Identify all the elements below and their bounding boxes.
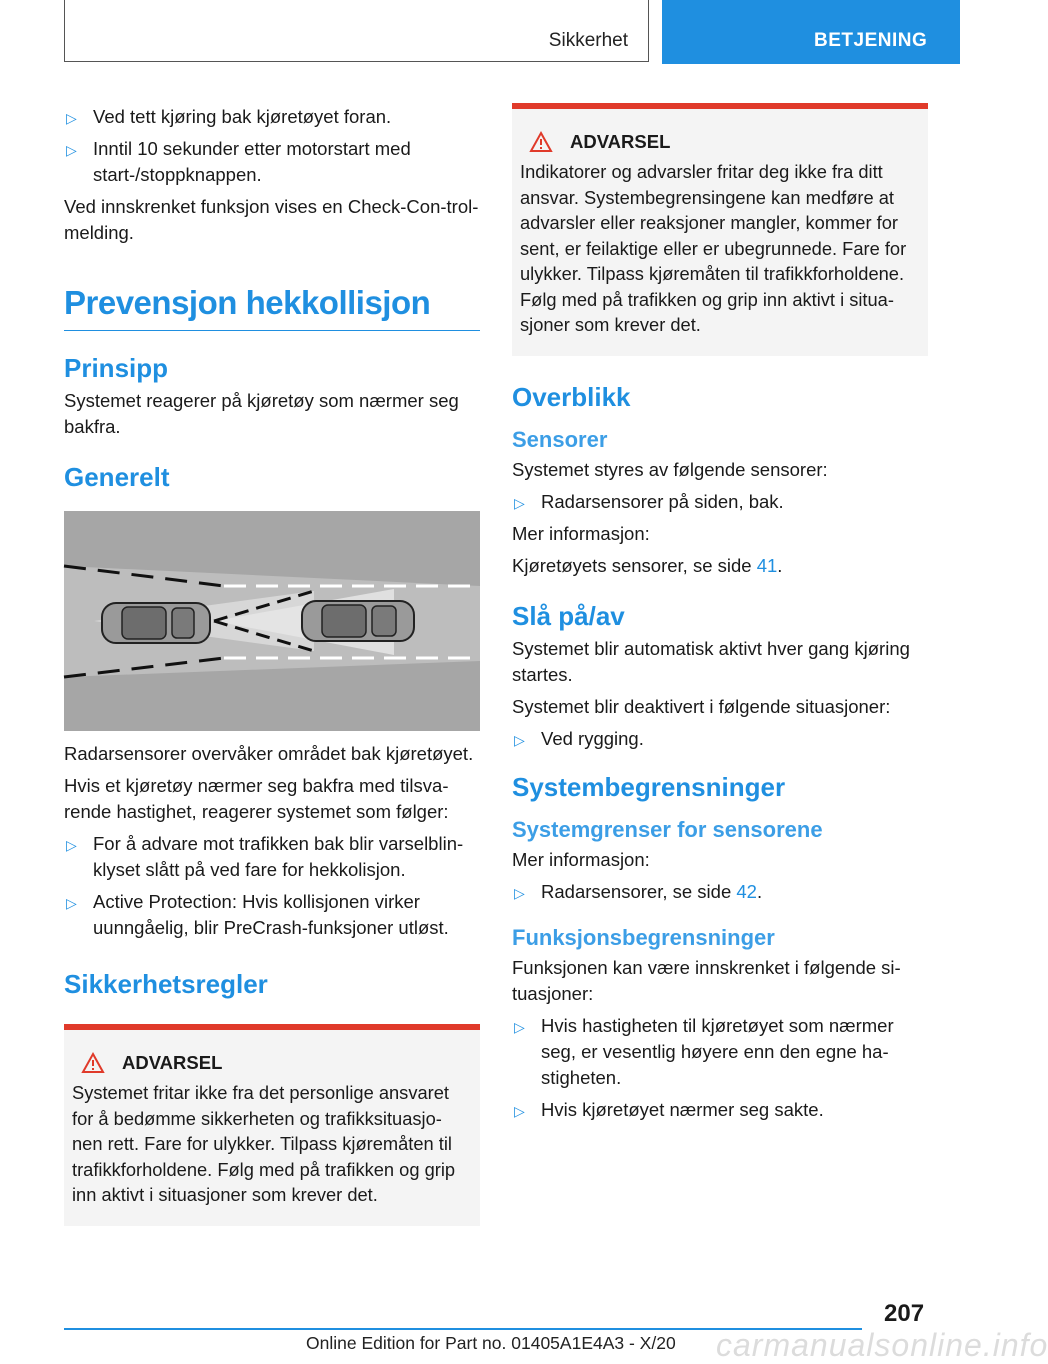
radar-illustration-icon — [64, 511, 480, 731]
warning-text: Indikatorer og advarsler fritar deg ikke fra ditt ansvar. Systembegrensingene kan medføre at advarsler eller reaksjoner mangler, kommer for sent, er feilaktige eller er ubegrunnede. Fare for ulykker. Tilpass kjøremåten til trafikkforholdene. Følg med på trafikken og grip inn aktivt i situa-sjoner som krever det. — [520, 161, 907, 335]
paragraph-radar: Radarsensorer overvåker området bak kjøretøyet. — [64, 743, 474, 764]
triangle-bullet-icon: ▷ — [514, 731, 525, 748]
car-approaching-icon — [302, 601, 414, 641]
heading-slaa-paa-av: Slå på/av — [512, 600, 625, 631]
right-column — [512, 103, 928, 1123]
warning-box — [64, 1024, 480, 1226]
triangle-bullet-icon: ▷ — [514, 494, 525, 511]
left-column — [64, 100, 480, 1226]
triangle-bullet-icon: ▷ — [514, 1018, 525, 1035]
triangle-bullet-icon: ▷ — [66, 837, 77, 853]
warning-triangle-icon — [82, 1053, 104, 1073]
list-item: ▷ Hvis hastigheten til kjøretøyet som nærmer seg, er vesentlig høyere enn den egne ha-stigheten. — [514, 1014, 894, 1088]
heading-prinsipp: Prinsipp — [64, 353, 169, 383]
heading-systembegrensninger: Systembegrensninger — [512, 771, 786, 802]
page-link-41[interactable]: 41 — [756, 554, 778, 576]
heading-sikkerhetsregler: Sikkerhetsregler — [64, 969, 268, 999]
paragraph-auto: Systemet blir automatisk aktivt hver gang kjøring startes. — [512, 637, 910, 685]
heading-funksjonsbegrensninger: Funksjonsbegrensninger — [512, 924, 775, 950]
warning-title: ADVARSEL — [520, 131, 920, 153]
paragraph-mer-info: Mer informasjon: — [512, 522, 650, 544]
warning-text: Systemet fritar ikke fra det personlige ansvaret for å bedømme sikkerheten og trafikksituasjo-nen rett. Fare for ulykker. Tilpass kjøremåten til trafikkforholdene. Følg med på trafikken og grip inn aktivt i situasjoner som krever det. — [72, 1082, 456, 1205]
list-item: ▷ Inntil 10 sekunder etter motorstart med start-/stoppknappen. — [66, 138, 411, 185]
paragraph-funksjon: Funksjonen kan være innskrenket i følgende si-tuasjoner: — [512, 956, 901, 1004]
triangle-bullet-icon: ▷ — [514, 1102, 525, 1119]
paragraph-checkcontrol: Ved innskrenket funksjon vises en Check-Con-trol-melding. — [64, 196, 479, 243]
list-item: ▷ Ved rygging. — [512, 726, 928, 752]
edition-text: Online Edition for Part no. 01405A1E4A3 - X/20 — [306, 1333, 676, 1353]
page-number: 207 — [884, 1300, 925, 1327]
rear-collision-illustration — [64, 511, 480, 731]
list-item: ▷ Radarsensorer på siden, bak. — [512, 489, 928, 515]
triangle-bullet-icon: ▷ — [66, 895, 77, 911]
heading-generelt: Generelt — [64, 462, 170, 492]
triangle-bullet-icon: ▷ — [514, 884, 525, 901]
page-link-42[interactable]: 42 — [736, 880, 757, 902]
warning-title: ADVARSEL — [72, 1052, 472, 1074]
heading-overblikk: Overblikk — [512, 381, 631, 412]
triangle-bullet-icon: ▷ — [66, 142, 77, 158]
warning-triangle-icon — [530, 132, 552, 152]
paragraph-sensors-ref: Kjøretøyets sensorer, se side 41. — [512, 554, 783, 576]
list-item: ▷ Radarsensorer, se side 42. — [512, 879, 928, 905]
list-item: ▷ Ved tett kjøring bak kjøretøyet foran. — [64, 104, 480, 130]
chapter-tab[interactable] — [662, 0, 960, 64]
header-section-title: Sikkerhet — [548, 30, 628, 51]
watermark: carmanualsonline.info — [716, 1327, 1048, 1363]
paragraph-deaktiv: Systemet blir deaktivert i følgende situasjoner: — [512, 695, 891, 717]
paragraph-hvis: Hvis et kjøretøy nærmer seg bakfra med tilsva-rende hastighet, reagerer systemet som følger: — [64, 775, 449, 822]
header-box — [64, 0, 649, 62]
paragraph-sensorer: Systemet styres av følgende sensorer: — [512, 458, 828, 480]
heading-sensorer: Sensorer — [512, 426, 608, 452]
heading-systemgrenser: Systemgrenser for sensorene — [512, 816, 823, 842]
paragraph-mer-info-2: Mer informasjon: — [512, 848, 650, 870]
warning-box — [512, 103, 928, 356]
car-rear-icon — [102, 603, 210, 643]
list-item: ▷ Hvis kjøretøyet nærmer seg sakte. — [512, 1097, 928, 1123]
triangle-bullet-icon: ▷ — [66, 110, 77, 126]
chapter-tab-label: BETJENING — [814, 30, 928, 51]
page-title: Prevensjon hekkollisjon — [64, 284, 480, 331]
list-item: ▷ For å advare mot trafikken bak blir varselblin-klyset slått på ved fare for hekkolisjon. — [66, 833, 464, 880]
paragraph-prinsipp: Systemet reagerer på kjøretøy som nærmer seg bakfra. — [64, 390, 459, 437]
list-item: ▷ Active Protection: Hvis kollisjonen virker uunngåelig, blir PreCrash-funksjoner utløst. — [66, 891, 449, 938]
